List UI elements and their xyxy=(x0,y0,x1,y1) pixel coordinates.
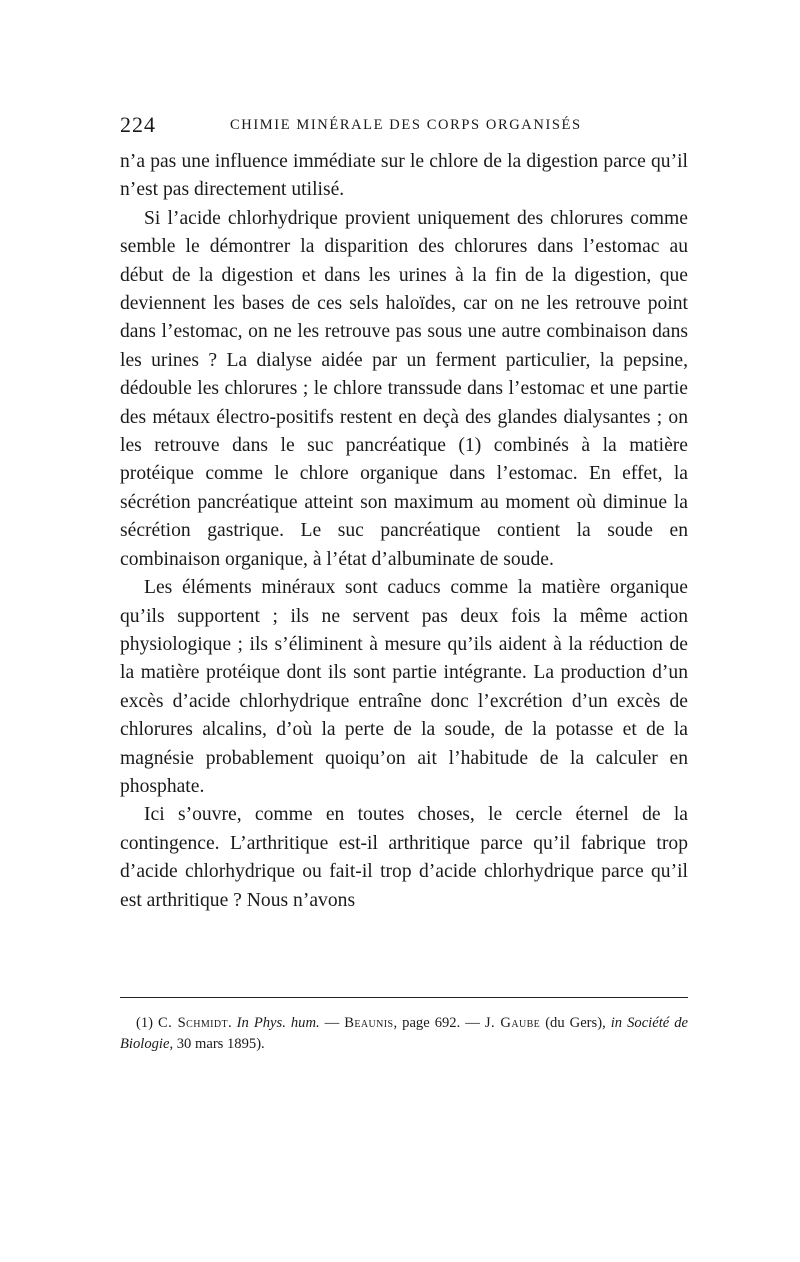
footnote-author-gaube: J. Gaube xyxy=(484,1015,541,1031)
running-head xyxy=(120,112,688,138)
running-title: CHIMIE MINÉRALE DES CORPS ORGANISÉS xyxy=(230,117,582,133)
paragraph-continued: n’a pas une influence immédiate sur le chlore de la digestion parce qu’il n’est pas directement utilisé. xyxy=(120,151,688,201)
paragraph-contingence: Ici s’ouvre, comme en toutes choses, le cercle éternel de la contingence. L’arthritique est-il arthritique parce qu’il fabrique trop d’acide chlorhydrique ou fait-il trop d’acide chlorhydrique parce qu’il est arthritique ? Nous n’avons xyxy=(120,804,688,911)
body-text xyxy=(120,148,688,915)
footnote-separator: . xyxy=(228,1015,237,1031)
footnote-date: , 30 mars 1895). xyxy=(169,1036,265,1052)
footnote-work-societe-biologie: in Société de Biologie xyxy=(120,1015,689,1052)
footnote-author-beaunis: Beaunis xyxy=(344,1015,394,1031)
footnote-affiliation: (du Gers), xyxy=(540,1015,611,1031)
footnote-author-schmidt: C. Schmidt xyxy=(158,1015,228,1031)
footnote-marker: (1) xyxy=(136,1015,154,1031)
footnote-separator: — xyxy=(319,1015,345,1031)
footnote-page-ref: , page 692. — xyxy=(393,1015,480,1031)
footnote xyxy=(120,1013,688,1055)
footnote-divider xyxy=(120,997,688,998)
paragraph-mineral-elements: Les éléments minéraux sont caducs comme la matière organique qu’ils supportent ; ils ne servent pas deux fois la même action physiologique ; ils s’éliminent à mesure qu’ils aident à la réduction de la matière protéique dont ils sont partie intégrante. La production d’un excès d’acide chlorhydrique entraîne donc l’excrétion d’un excès de chlorures alcalins, d’où la perte de la soude, de la potasse et de la magnésie probablement quoiqu’on ait l’habitude de la calculer en phosphate. xyxy=(120,577,688,797)
page-number: 224 xyxy=(120,112,156,137)
footnote-work-phys-hum: In Phys. hum. xyxy=(236,1015,320,1031)
paragraph-hydrochloric-acid: Si l’acide chlorhydrique provient uniquement des chlorures comme semble le démontrer la disparition des chlorures dans l’estomac au début de la digestion et dans les urines à la fin de la digestion, que deviennent les bases de ces sels haloïdes, car on ne les retrouve point dans l’estomac, on ne les retrouve pas sous une autre combinaison dans les urines ? La dialyse aidée par un ferment particulier, la pepsine, dédouble les chlorures ; le chlore transsude dans l’estomac et une partie des métaux électro-positifs restent en deçà des glandes dialysantes ; on les retrouve dans le suc pancréatique (1) combinés à la matière protéique comme le chlore organique dans l’estomac. En effet, la sécrétion pancréatique atteint son maximum au moment où diminue la sécrétion gastrique. Le suc pancréatique contient la soude en combinaison organique, à l’état d’albuminate de soude. xyxy=(120,207,688,570)
